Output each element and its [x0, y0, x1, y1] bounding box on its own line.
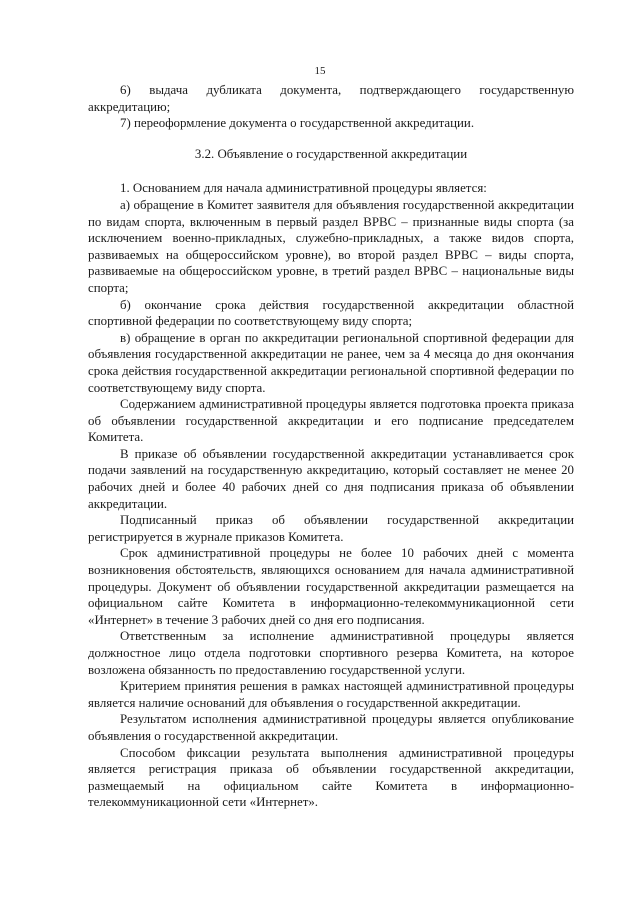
- paragraph-procedure-term: Срок административной процедуры не более 10 рабочих дней с момента возникновения обстоятельств, являющихся основанием для начала административной процедуры. Документ об объявлении государственной аккредитации размещается на официальном сайте Комитета в информационно-телекоммуникационной сети «Интернет» в течение 3 рабочих дней со дня его подписания.: [88, 546, 574, 627]
- paragraph-item-b: б) окончание срока действия государственной аккредитации областной спортивной федерации по соответствующему виду спорта;: [88, 297, 574, 329]
- page-number: 15: [314, 65, 326, 77]
- list-item-reissue: 7) переоформление документа о государственной аккредитации.: [120, 116, 475, 131]
- list-item-duplicate: 6) выдача дубликата документа, подтверждающего государственную аккредитацию;: [88, 83, 574, 114]
- paragraph-item-v: в) обращение в орган по аккредитации региональной спортивной федерации для объявления государственной аккредитации не ранее, чем за 4 месяца до дня окончания срока действия государственной аккредитации региональной спортивной федерации по соответствующему виду спорта.: [88, 330, 574, 395]
- paragraph-responsible: Ответственным за исполнение административной процедуры является должностное лицо отдела подготовки спортивного резерва Комитета, на которое возложена обязанность по предоставлению государственной услуги.: [88, 629, 574, 677]
- section-heading: 3.2. Объявление о государственной аккредитации: [194, 146, 468, 161]
- paragraph-result: Результатом исполнения административной процедуры является опубликование объявления о государственной аккредитации.: [88, 712, 574, 743]
- document-body: [88, 82, 574, 811]
- paragraph-item-a: а) обращение в Комитет заявителя для объявления государственной аккредитации по видам спорта, включенным в первый раздел ВРВС – признанные виды спорта (за исключением военно-прикладных, служебно-прикладных, а также видов спорта, развиваемых на общероссийском уровне), во второй раздел ВРВС – виды спорта, развиваемые на общероссийском уровне, в третий раздел ВРВС – национальные виды спорта;: [88, 197, 574, 295]
- paragraph-registration: Подписанный приказ об объявлении государственной аккредитации регистрируется в журнале приказов Комитета.: [88, 513, 574, 544]
- paragraph-fixation: Способом фиксации результата выполнения административной процедуры является регистрация приказа об объявлении государственной аккредитации, размещаемый на официальном сайте Комитета в информационно-телекоммуникационной сети «Интернет».: [88, 745, 574, 810]
- paragraph-grounds: 1. Основанием для начала административной процедуры является:: [120, 181, 487, 196]
- paragraph-order-deadline: В приказе об объявлении государственной аккредитации устанавливается срок подачи заявлений на государственную аккредитацию, который составляет не менее 20 рабочих дней и более 40 рабочих дней со дня подписания приказа об объявлении аккредитации.: [88, 446, 574, 511]
- paragraph-content: Содержанием административной процедуры является подготовка проекта приказа об объявлении государственной аккредитации и его подписание председателем Комитета.: [88, 397, 574, 445]
- paragraph-criterion: Критерием принятия решения в рамках настоящей административной процедуры является наличие оснований для объявления о государственной аккредитации.: [88, 679, 574, 710]
